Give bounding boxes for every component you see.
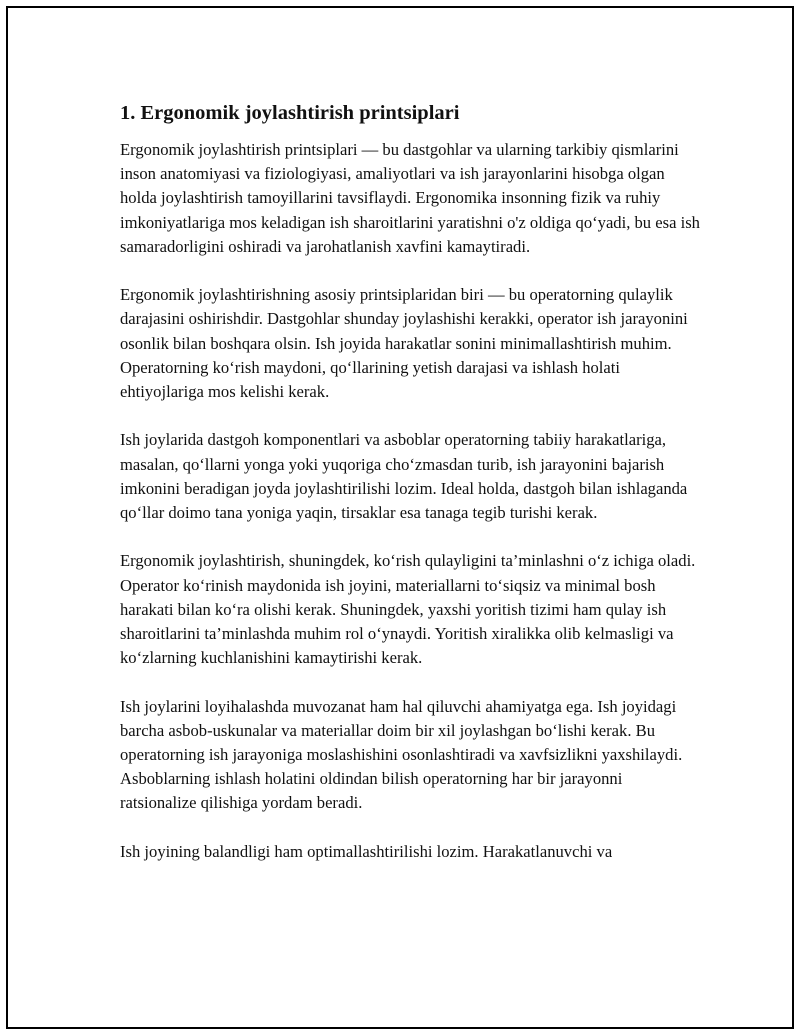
paragraph-3: Ish joylarida dastgoh komponentlari va asboblar operatorning tabiiy harakatlariga, masalan, qo‘llarni yonga yoki yuqoriga cho‘zmasdan turib, ish jarayonini bajarish imkonini beradigan joyda joylashtirilishi lozim. Ideal holda, dastgoh bilan ishlaganda qo‘llar doimo tana yoniga yaqin, tirsaklar esa tanaga tegib turishi kerak. [120, 430, 688, 523]
paragraph-6: Ish joyining balandligi ham optimallashtirilishi lozim. Harakatlanuvchi va [120, 841, 613, 861]
section-heading: 1. Ergonomik joylashtirish printsiplari [120, 102, 460, 124]
document-body [120, 98, 700, 888]
paragraph-2: Ergonomik joylashtirishning asosiy printsiplaridan biri — bu operatorning qulaylik darajasini oshirishdir. Dastgohlar shunday joylashishi kerakki, operator ish jarayonini osonlik bilan boshqara olsin. Ish joyida harakatlar sonini minimallashtirish muhim. Operatorning ko‘rish maydoni, qo‘llarining yetish darajasi va ishlash holati ehtiyojlariga mos kelishi kerak. [120, 285, 688, 402]
paragraph-4: Ergonomik joylashtirish, shuningdek, ko‘rish qulayligini ta’minlashni o‘z ichiga oladi. Operator ko‘rinish maydonida ish joyini, materiallarni to‘siqsiz va minimal bosh harakati bilan ko‘ra olishi kerak. Shuningdek, yaxshi yoritish tizimi ham qulay ish sharoitlarini ta’minlashda muhim rol o‘ynaydi. Yoritish xiralikka olib kelmasligi va ko‘zlarning kuchlanishini kamaytirishi kerak. [120, 551, 696, 668]
paragraph-1: Ergonomik joylashtirish printsiplari — bu dastgohlar va ularning tarkibiy qismlarini inson anatomiyasi va fiziologiyasi, amaliyotlari va ish jarayonlarini hisobga olgan holda joylashtirish tamoyillarini tavsiflaydi. Ergonomika insonning fizik va ruhiy imkoniyatlariga mos keladigan ish sharoitlarini yaratishni o'z oldiga qo‘yadi, bu esa ish samaradorligini oshiradi va jarohatlanish xavfini kamaytiradi. [120, 140, 700, 256]
page-frame [6, 6, 794, 1029]
paragraph-5: Ish joylarini loyihalashda muvozanat ham hal qiluvchi ahamiyatga ega. Ish joyidagi barcha asbob-uskunalar va materiallar doim bir xil joylashgan bo‘lishi kerak. Bu operatorning ish jarayoniga moslashishini osonlashtiradi va xavfsizlikni yaxshilaydi. Asboblarning ishlash holatini oldindan bilish operatorning har bir jarayonni ratsionalize qilishiga yordam beradi. [120, 696, 683, 813]
